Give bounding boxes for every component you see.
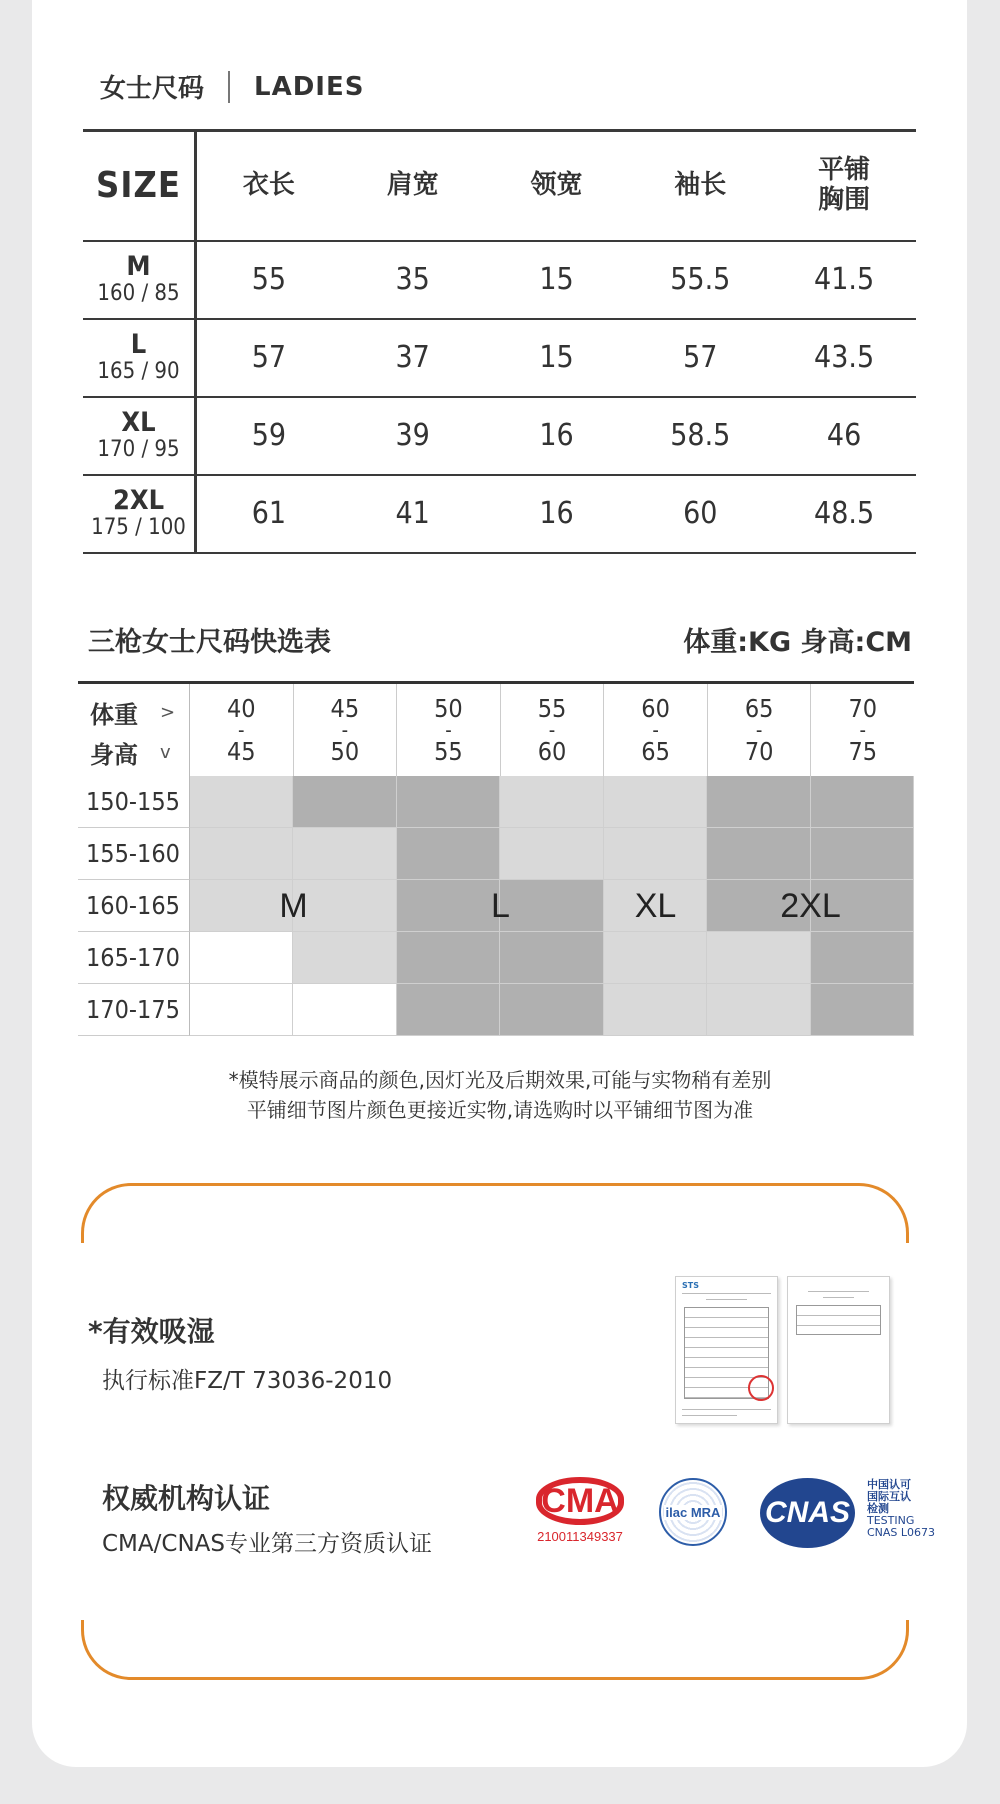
ilac-text: ilac MRA	[665, 1504, 721, 1520]
size-zone-xl: XL	[634, 886, 677, 925]
table-cell: 57	[683, 339, 718, 375]
size-cell	[604, 828, 707, 880]
table-cell: 41.5	[814, 261, 875, 297]
report-logo: STS	[682, 1281, 699, 1290]
weight-max: 60	[537, 737, 567, 766]
weight-min: 65	[744, 694, 774, 723]
cnas-cn-line: 检测	[867, 1502, 889, 1515]
size-cell	[604, 984, 707, 1036]
weight-max: 55	[434, 737, 463, 766]
quick-select-title: 三枪女士尺码快选表	[88, 627, 331, 658]
table-row	[83, 476, 916, 554]
cma-number: 210011349337	[537, 1529, 623, 1544]
weight-column-header	[397, 684, 501, 776]
size-name: XL	[121, 407, 156, 439]
range-dash: -	[341, 718, 349, 742]
disclaimer-note	[0, 1065, 1000, 1125]
corner-cell	[78, 684, 190, 776]
size-cell	[707, 776, 810, 828]
size-name: L	[130, 329, 147, 361]
feature-moisture-title: *有效吸湿	[88, 1315, 215, 1348]
header-cell: 袖长	[674, 170, 727, 201]
cnas-en-line: CNAS L0673	[867, 1526, 936, 1539]
quick-table-grid	[78, 776, 914, 1036]
weight-max: 70	[744, 737, 774, 766]
size-height-bust: 165 / 90	[97, 359, 180, 385]
table-cell: 46	[826, 417, 862, 453]
table-row	[83, 398, 916, 476]
weight-max: 65	[641, 737, 670, 766]
size-name: M	[126, 251, 151, 283]
height-row-label: 170-175	[78, 984, 190, 1036]
size-cell	[397, 932, 500, 984]
size-cell	[190, 776, 293, 828]
header-cell: 领宽	[530, 170, 583, 201]
size-label-cell	[83, 398, 197, 474]
height-row-label: 165-170	[78, 932, 190, 984]
weight-column-header	[708, 684, 812, 776]
weight-label: 体重	[90, 700, 138, 729]
size-cell	[500, 828, 603, 880]
size-cell	[293, 776, 396, 828]
cnas-text	[867, 1479, 935, 1539]
feature-cert-sub: CMA/CNAS专业第三方资质认证	[102, 1531, 432, 1557]
table-cell: 15	[539, 339, 574, 375]
title-en: LADIES	[254, 71, 365, 102]
size-cell	[811, 932, 914, 984]
size-cell	[500, 984, 603, 1036]
table-cell: 16	[539, 495, 574, 531]
table-row	[83, 242, 916, 320]
height-label: 身高	[90, 740, 138, 769]
ladies-title	[100, 68, 364, 105]
table-cell: 48.5	[814, 495, 875, 531]
feature-moisture-standard: 执行标准FZ/T 73036-2010	[102, 1368, 393, 1394]
quick-select-units: 体重:KG 身高:CM	[683, 627, 912, 658]
weight-max: 75	[848, 737, 878, 766]
table-cell: 57	[251, 339, 287, 375]
range-dash: -	[652, 718, 659, 742]
size-cell	[397, 776, 500, 828]
table-cell: 59	[251, 417, 287, 453]
table-cell: 15	[539, 261, 574, 297]
table-row	[83, 320, 916, 398]
size-label-cell	[83, 320, 197, 396]
range-dash: -	[548, 718, 556, 742]
cma-mark: CMA	[536, 1477, 624, 1525]
size-cell	[707, 932, 810, 984]
table-cell: 55.5	[670, 261, 731, 297]
table-cell: 41	[395, 495, 430, 531]
height-row-label: 160-165	[78, 880, 190, 932]
size-cell	[190, 984, 293, 1036]
weight-column-header	[501, 684, 605, 776]
cnas-en-line: TESTING	[867, 1514, 915, 1527]
table-cell: 60	[683, 495, 718, 531]
weight-min: 40	[226, 694, 256, 723]
header-cell: 平铺 胸围	[818, 155, 871, 215]
table-cell: 37	[395, 339, 430, 375]
size-cell	[811, 828, 914, 880]
size-table-header	[83, 132, 916, 242]
test-report-image	[675, 1276, 778, 1424]
size-table	[83, 129, 916, 554]
cnas-logo: CNAS	[760, 1478, 855, 1548]
table-cell: 35	[395, 261, 430, 297]
height-row-label: 155-160	[78, 828, 190, 880]
size-height-bust: 175 / 100	[91, 515, 186, 541]
weight-column-header	[811, 684, 914, 776]
red-stamp-icon	[748, 1375, 774, 1401]
size-cell	[397, 828, 500, 880]
size-cell	[190, 828, 293, 880]
size-zone-2xl: 2XL	[780, 886, 841, 925]
size-cell	[500, 932, 603, 984]
arrow-down-icon: v	[160, 741, 171, 763]
test-report-image	[787, 1276, 890, 1424]
header-cell: 肩宽	[386, 170, 439, 201]
weight-min: 55	[537, 694, 567, 723]
cma-logo	[533, 1477, 627, 1553]
table-cell: 55	[251, 261, 287, 297]
header-cell: 衣长	[242, 170, 295, 201]
frame-bottom-border	[81, 1620, 909, 1680]
range-dash: -	[859, 718, 866, 742]
weight-column-header	[604, 684, 708, 776]
weight-column-header	[294, 684, 398, 776]
size-cell	[707, 828, 810, 880]
size-cell	[707, 984, 810, 1036]
note-line: *模特展示商品的颜色,因灯光及后期效果,可能与实物稍有差别	[228, 1068, 772, 1092]
size-cell	[397, 984, 500, 1036]
size-cell	[604, 776, 707, 828]
weight-column-header	[190, 684, 294, 776]
table-cell: 39	[395, 417, 430, 453]
size-cell	[811, 776, 914, 828]
weight-max: 50	[330, 737, 360, 766]
title-divider	[228, 71, 230, 103]
quick-table-header	[78, 684, 914, 776]
height-row-label: 150-155	[78, 776, 190, 828]
cnas-cn-line: 国际互认	[867, 1490, 911, 1503]
size-cell	[500, 776, 603, 828]
size-zone-l: L	[491, 886, 510, 925]
table-cell: 61	[251, 495, 287, 531]
table-cell: 43.5	[814, 339, 875, 375]
note-line: 平铺细节图片颜色更接近实物,请选购时以平铺细节图为准	[246, 1098, 754, 1122]
table-cell: 58.5	[670, 417, 731, 453]
size-name: 2XL	[112, 485, 165, 517]
range-dash: -	[445, 718, 452, 742]
arrow-right-icon: >	[160, 701, 176, 723]
ilac-mra-logo	[659, 1478, 727, 1546]
header-cell: SIZE	[83, 132, 197, 240]
weight-min: 45	[330, 694, 360, 723]
size-cell	[293, 932, 396, 984]
range-dash: -	[238, 718, 245, 742]
table-cell: 16	[539, 417, 574, 453]
size-cell	[811, 984, 914, 1036]
size-zone-m: M	[279, 886, 308, 925]
height-row-labels	[78, 776, 190, 1036]
weight-max: 45	[226, 737, 256, 766]
size-cell	[604, 932, 707, 984]
quick-select-table	[78, 681, 914, 1036]
size-cell	[293, 984, 396, 1036]
weight-min: 60	[641, 694, 670, 723]
size-cell	[293, 828, 396, 880]
frame-top-border	[81, 1183, 909, 1243]
range-dash: -	[755, 718, 763, 742]
title-cn: 女士尺码	[100, 74, 205, 104]
cnas-cn-line: 中国认可	[867, 1478, 911, 1491]
size-cell	[190, 932, 293, 984]
size-height-bust: 160 / 85	[97, 281, 180, 307]
weight-min: 50	[434, 694, 463, 723]
size-label-cell	[83, 476, 197, 552]
size-height-bust: 170 / 95	[97, 437, 180, 463]
weight-min: 70	[848, 694, 878, 723]
size-label-cell	[83, 242, 197, 318]
feature-cert-title: 权威机构认证	[102, 1482, 271, 1515]
